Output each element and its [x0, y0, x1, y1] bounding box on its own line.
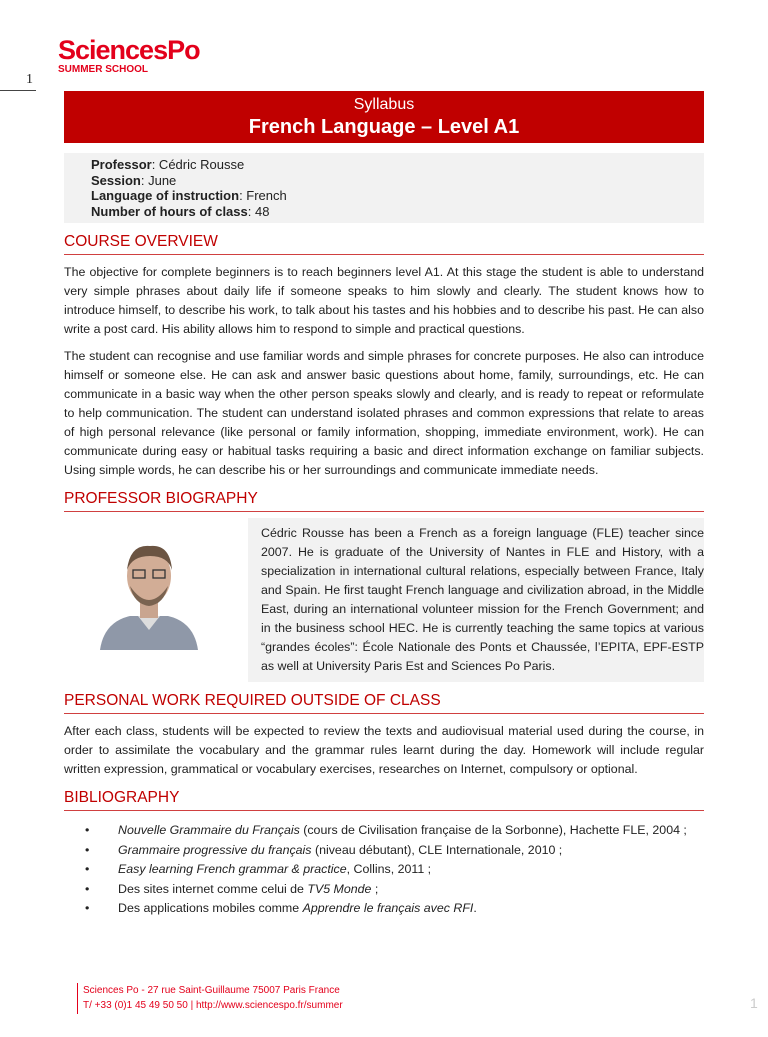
- section-heading-personal-work: PERSONAL WORK REQUIRED OUTSIDE OF CLASS: [64, 692, 704, 714]
- list-item: • Des sites internet comme celui de TV5 Monde ;: [64, 880, 704, 900]
- banner-title: French Language – Level A1: [248, 116, 520, 138]
- info-row: Session: June: [91, 172, 177, 188]
- overview-paragraph-1: The objective for complete beginners is to reach beginners level A1. At this stage the student is able to understand very simple phrases about daily life if someone speaks to him slowly and clearly. The student knows how to introduce himself, to describe his work, to talk about his tastes and his hobbies and to describe his past. He can also write a post card. His ability allows him to respond to simple and practical questions.: [64, 265, 704, 336]
- list-item: • Grammaire progressive du français (niveau débutant), CLE Internationale, 2010 ;: [64, 841, 704, 861]
- biography-row: [64, 518, 704, 682]
- bibliography-list: [64, 821, 704, 919]
- course-info-box: [64, 153, 704, 223]
- info-row: Language of instruction: French: [91, 188, 287, 203]
- biography-text: Cédric Rousse has been a French as a foreign language (FLE) teacher since 2007. He is graduate of the University of Nantes in FLE and History, with a specialization in international cultural relations, especially between France, Italy and Spain. He first taught French language and civilization abroad, in the Middle East, during an international volunteer mission for the French Government; and in the business school HEC. He is currently teaching the same topics at various “grandes écoles”: École Nationale des Ponts et Chaussée, l’EPITA, EPF-ESTP as well at University Paris Est and Sciences Po Paris.: [261, 526, 704, 673]
- list-item: • Nouvelle Grammaire du Français (cours de Civilisation française de la Sorbonne), Hachette FLE, 2004 ;: [64, 821, 704, 841]
- section-heading-overview: COURSE OVERVIEW: [64, 233, 704, 255]
- sciencespo-logo: SciencesPo SUMMER SCHOOL: [58, 35, 200, 75]
- page-content: [64, 0, 758, 1037]
- professor-photo: [90, 530, 208, 650]
- margin-divider: [0, 90, 36, 91]
- info-row: Professor: Cédric Rousse: [91, 157, 245, 172]
- personal-work-text: After each class, students will be expected to review the texts and audiovisual material used during the course, in order to assimilate the vocabulary and the grammar rules learnt during the day. Homework will include regular written expression, grammatical or vocabulary exercises, researches on Internet, compulsory or optional.: [64, 724, 704, 776]
- list-item: • Des applications mobiles comme Apprendre le français avec RFI.: [64, 899, 704, 919]
- footer: [64, 983, 758, 1017]
- list-item: • Easy learning French grammar & practice, Collins, 2011 ;: [64, 860, 704, 880]
- section-heading-biography: PROFESSOR BIOGRAPHY: [64, 490, 704, 512]
- info-row: Number of hours of class: 48: [91, 203, 270, 219]
- footer-page-number: 1: [750, 994, 758, 1011]
- footer-address: Sciences Po - 27 rue Saint-Guillaume 75007 Paris France T/ +33 (0)1 45 49 50 50 | http://www.sciencespo.fr/summer: [77, 983, 343, 1014]
- biography-box: [248, 518, 704, 682]
- margin-page-number: 1: [26, 72, 33, 87]
- overview-paragraph-2: The student can recognise and use familiar words and simple phrases for concrete purposes. He also can introduce himself or someone else. He can ask and answer basic questions about home, family, surroundings, etc. He can communicate in a basic way when the other person speaks slowly and clearly, and is ready to repeat or reformulate to help communication. The student can understand isolated phrases and common expressions that relate to areas of high personal relevance (like personal or family information, shopping, immediate environment, work). He can communicate during easy or habitual tasks requiring a basic and direct information exchange on familiar subjects. Using simple words, he can describe his or her surroundings and communicate immediate needs.: [64, 349, 704, 477]
- section-heading-bibliography: BIBLIOGRAPHY: [64, 789, 704, 811]
- title-banner: [64, 91, 704, 143]
- banner-subtitle: Syllabus: [353, 96, 415, 113]
